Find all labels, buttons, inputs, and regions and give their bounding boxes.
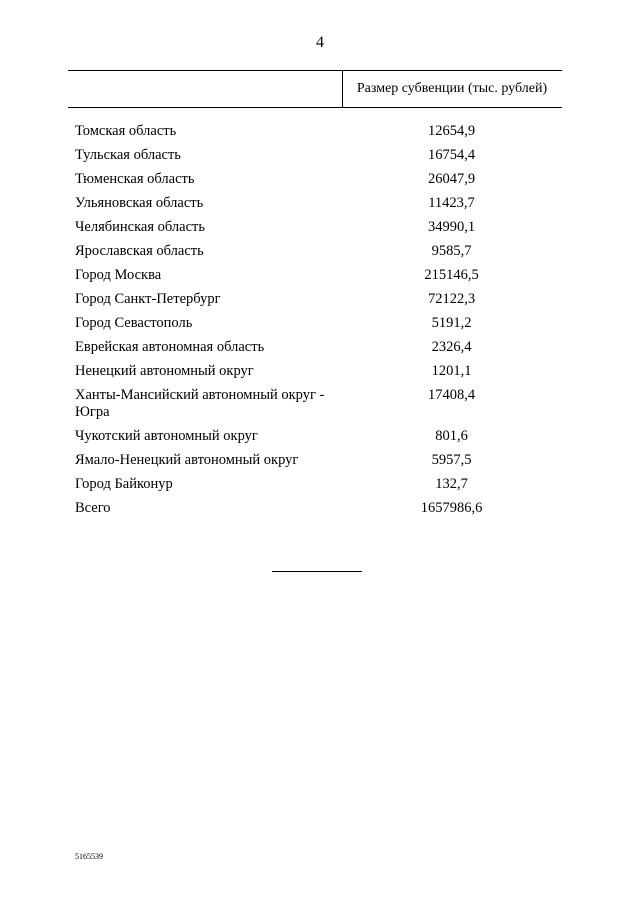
subvention-amount: 16754,4 <box>427 147 476 163</box>
subvention-table-body <box>75 123 562 524</box>
region-name: Ульяновская область <box>75 195 204 211</box>
table-row <box>75 147 562 171</box>
region-name: Ненецкий автономный округ <box>75 363 254 379</box>
table-row <box>75 123 562 147</box>
region-name: Чукотский автономный округ <box>75 428 258 444</box>
region-name: Ямало-Ненецкий автономный округ <box>75 452 299 468</box>
page-number: 4 <box>316 34 324 51</box>
region-name: Город Севастополь <box>75 315 193 331</box>
subvention-amount: 5957,5 <box>431 452 472 468</box>
region-name: Город Москва <box>75 267 162 283</box>
table-row <box>75 428 562 452</box>
subvention-amount: 26047,9 <box>427 171 476 187</box>
region-name: Город Байконур <box>75 476 173 492</box>
table-row <box>75 171 562 195</box>
table-row <box>75 315 562 339</box>
region-name: Еврейская автономная область <box>75 339 265 355</box>
table-row <box>75 243 562 267</box>
region-name: Ярославская область <box>75 243 204 259</box>
subvention-amount: 801,6 <box>435 428 468 444</box>
table-header <box>68 70 562 108</box>
table-row <box>75 195 562 219</box>
subvention-amount: 12654,9 <box>427 123 476 139</box>
subvention-amount: 34990,1 <box>427 219 476 235</box>
region-name: Город Санкт-Петербург <box>75 291 221 307</box>
table-row <box>75 219 562 243</box>
table-row <box>75 267 562 291</box>
subvention-amount: 11423,7 <box>428 195 475 211</box>
table-row <box>75 363 562 387</box>
subvention-column-header: Размер субвенции (тыс. рублей) <box>356 81 548 96</box>
region-name: Томская область <box>75 123 177 139</box>
subvention-amount: 5191,2 <box>431 315 472 331</box>
total-label: Всего <box>75 500 111 516</box>
table-row <box>75 291 562 315</box>
table-row <box>75 339 562 363</box>
region-name: Тюменская область <box>75 171 195 187</box>
table-row <box>75 387 562 428</box>
subvention-amount: 1201,1 <box>431 363 472 379</box>
end-divider <box>272 571 362 572</box>
total-amount: 1657986,6 <box>420 500 483 516</box>
total-row <box>75 500 562 524</box>
subvention-amount: 215146,5 <box>424 267 479 283</box>
subvention-amount: 17408,4 <box>427 387 476 403</box>
region-name: Тульская область <box>75 147 181 163</box>
region-name: Ханты-Мансийский автономный округ - Югра <box>75 387 325 420</box>
subvention-amount: 9585,7 <box>431 243 472 259</box>
region-name: Челябинская область <box>75 219 205 235</box>
subvention-amount: 2326,4 <box>431 339 472 355</box>
subvention-amount: 72122,3 <box>427 291 476 307</box>
table-row <box>75 476 562 500</box>
subvention-amount: 132,7 <box>435 476 468 492</box>
table-row <box>75 452 562 476</box>
document-code: 5165539 <box>75 852 103 861</box>
